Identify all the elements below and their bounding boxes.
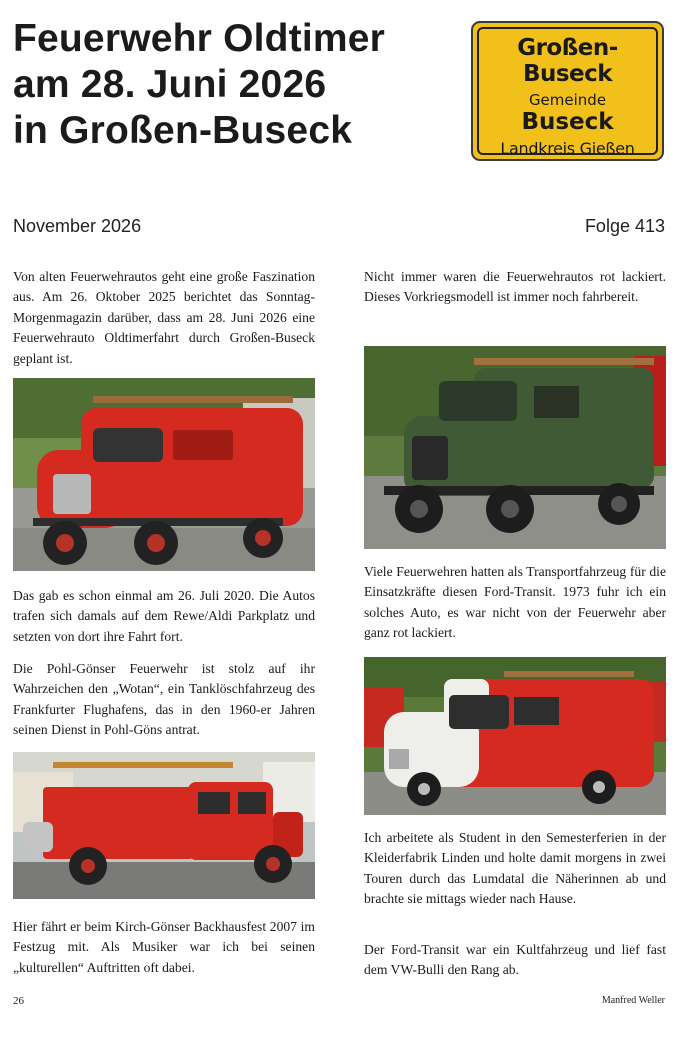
issue-number: Folge 413 [584,216,665,236]
right-paragraph-1: Nicht immer waren die Feuerwehrautos rot lackiert. Dieses Vorkriegsmodell ist immer noch fahrbereit. [364,269,666,305]
left-paragraph-1: Von alten Feuerwehrautos geht eine große Faszination aus. Am 26. Oktober 2025 berichtet das Sonntag-Morgenmagazin darüber, dass am 28. Juni 2026 eine Feuerwehrauto Oldtimerfahrt durch Großen-Buseck geplant ist. [13,269,315,366]
article-title [13,16,463,154]
left-paragraph-3: Die Pohl-Gönser Feuerwehr ist stolz auf ihr Wahrzeichen den „Wotan“, ein Tanklöschfahrzeug des Frankfurter Flughafens, das in den 1960-er Jahren seinen Dienst in Pohl-Göns antrat. [13,661,315,738]
left-paragraph-2: Das gab es schon einmal am 26. Juli 2020. Die Autos trafen sich damals auf dem Rewe/Aldi Parkplatz und setzten von dort ihre Fahrt fort. [13,588,315,644]
town-sign [471,21,664,161]
page-number: 26 [13,995,24,1007]
photo-green-fire-truck [364,346,666,549]
right-paragraph-3: Ich arbeitete als Student in den Semesterferien in der Kleiderfabrik Linden und holte damit morgens in zwei Touren durch das Lumdatal die Näherinnen ab und brachte sie mittags wieder nach Hause. [364,830,666,907]
title-line-3: in Großen-Buseck [13,109,353,152]
title-line-1: Feuerwehr Oldtimer [13,17,386,60]
title-line-2: am 28. Juni 2026 [13,63,327,106]
author-name: Manfred Weller [601,995,665,1006]
sign-district: Landkreis Gießen [500,139,635,158]
issue-date: November 2026 [13,216,142,236]
right-paragraph-4: Der Ford-Transit war ein Kultfahrzeug und lief fast dem VW-Bulli den Rang ab. [364,942,666,978]
sign-gemeinde: Gemeinde [528,91,607,109]
photo-wotan-tanker [13,752,315,899]
left-paragraph-4: Hier fährt er beim Kirch-Gönser Backhausfest 2007 im Festzug mit. Als Musiker war ich bei seinen „kulturellen“ Auftritten oft dabei. [13,919,315,975]
photo-ford-transit [364,657,666,815]
sign-town: Großen-Buseck [517,35,618,87]
photo-red-fire-truck [13,378,315,571]
sign-municipality: Buseck [521,109,614,135]
right-paragraph-2: Viele Feuerwehren hatten als Transportfahrzeug für die Einsatzkräfte diesen Ford-Transit. 1973 fuhr ich ein solches Auto, es war nicht von der Feuerwehr aber ganz rot lackiert. [364,564,666,641]
